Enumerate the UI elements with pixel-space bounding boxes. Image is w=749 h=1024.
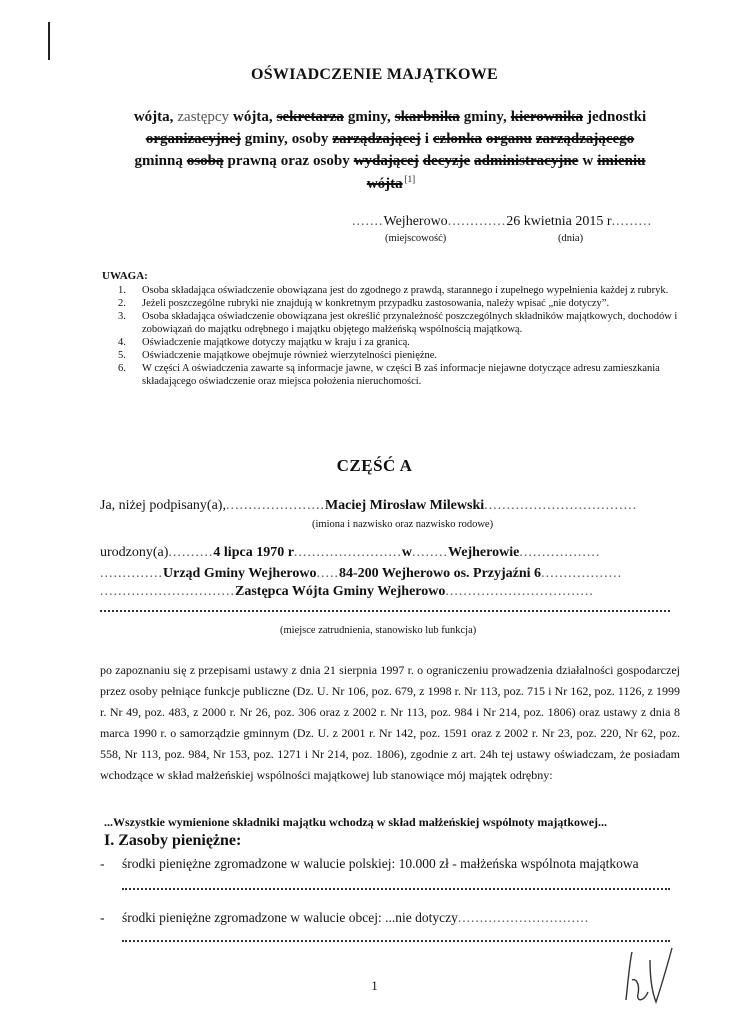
note-item bbox=[118, 310, 688, 336]
employer-name: Urząd Gminy Wejherowo bbox=[163, 566, 317, 581]
heading-word: prawną bbox=[227, 153, 277, 169]
heading-word: wójta bbox=[366, 176, 403, 192]
item-dash: - bbox=[100, 856, 105, 871]
position-value: Zastępca Wójta Gminy Wejherowo bbox=[235, 584, 446, 599]
heading-word: zastępcy bbox=[177, 109, 230, 125]
date-value: 26 kwietnia 2015 r bbox=[506, 214, 612, 229]
item-text: środki pieniężne zgromadzone w walucie obcej: ...nie dotyczy bbox=[122, 910, 458, 925]
note-number: 5. bbox=[118, 350, 126, 361]
signature-mark bbox=[620, 940, 680, 1010]
heading-word: osobą bbox=[186, 153, 224, 169]
part-a-title: CZĘŚĆ A bbox=[336, 456, 413, 475]
document-title: OŚWIADCZENIE MAJĄTKOWE bbox=[250, 66, 499, 83]
heading-word: wydającej bbox=[353, 153, 419, 169]
heading-word: wójta, bbox=[233, 109, 273, 125]
note-number: 1. bbox=[118, 285, 126, 296]
note-number: 4. bbox=[118, 337, 126, 348]
heading-word: w bbox=[582, 153, 594, 169]
heading-word: decyzje bbox=[422, 153, 471, 169]
date-line: .......Wejherowo.............26 kwietnia 2015 r......... bbox=[352, 214, 653, 229]
page-number: 1 bbox=[371, 978, 378, 993]
heading-word: gminną bbox=[134, 153, 183, 169]
note-number: 6. bbox=[118, 363, 126, 374]
heading-line-1 bbox=[110, 106, 670, 129]
heading-word: osoby bbox=[313, 153, 350, 169]
heading-word: gminy, bbox=[244, 131, 288, 147]
cash-item-foreign: - środki pieniężne zgromadzone w walucie obcej: ...nie dotyczy.............................. bbox=[100, 910, 590, 925]
note-number: 3. bbox=[118, 311, 126, 322]
footnote-marker: [1] bbox=[404, 174, 416, 184]
note-item bbox=[118, 349, 688, 362]
note-item bbox=[118, 297, 688, 310]
note-text: W części A oświadczenia zawarte są informacje jawne, w części B zaś informacje niejawne dotyczące adresu zamieszkania składającego oświadczenie oraz miejsca położenia nieruchomości. bbox=[142, 363, 660, 387]
employer-address: 84-200 Wejherowo os. Przyjaźni 6 bbox=[338, 566, 542, 581]
heading-word: członka bbox=[432, 131, 483, 147]
margin-mark bbox=[48, 22, 50, 60]
note-item bbox=[118, 284, 688, 297]
heading-line-4 bbox=[110, 168, 670, 196]
heading-word: zarządzającego bbox=[535, 131, 635, 147]
signer-line: Ja, niżej podpisany(a),......................Maciej Mirosław Milewski.................................. bbox=[100, 498, 638, 513]
employment-label: (miejsce zatrudnienia, stanowisko lub funkcja) bbox=[280, 625, 477, 636]
signer-name: Maciej Mirosław Milewski bbox=[324, 498, 485, 513]
in-word: w bbox=[401, 545, 413, 560]
heading-word: administracyjne bbox=[474, 153, 579, 169]
date-label: (dnia) bbox=[558, 233, 584, 244]
heading-word: zarządzającej bbox=[332, 131, 421, 147]
note-item bbox=[118, 362, 688, 388]
born-prefix: urodzony(a) bbox=[100, 545, 169, 560]
signer-prefix: Ja, niżej podpisany(a), bbox=[100, 498, 226, 513]
heading-word: oraz bbox=[280, 153, 310, 169]
blank-rule bbox=[122, 940, 670, 942]
note-number: 2. bbox=[118, 298, 126, 309]
declaration-paragraph: po zapoznaniu się z przepisami ustawy z dnia 21 sierpnia 1997 r. o ograniczeniu prowadzenia działalności gospodarczej przez osoby pełniące funkcje publiczne (Dz. U. Nr 106, poz. 679, z 1998 r. Nr 113, poz. 715 i Nr 162, poz. 1126, z 1999 r. Nr 49, poz. 483, z 2000 r. Nr 26, poz. 306 oraz z 2002 r. Nr 113, poz. 984 i Nr 214, poz. 1806) oraz ustawy z dnia 8 marca 1990 r. o samorządzie gminnym (Dz. U. z 2001 r. Nr 142, poz. 1591 oraz z 2002 r. Nr 23, poz. 220, Nr 62, poz. 558, Nr 113, poz. 984, Nr 153, poz. 1271 i Nr 214, poz. 1806), zgodnie z art. 24h tej ustawy oświadczam, że posiadam wchodzące w skład małżeńskiej wspólności majątkowej lub stanowiące mój majątek odrębny: bbox=[100, 663, 680, 782]
place-label: (miejscowość) bbox=[385, 233, 447, 244]
note-item bbox=[118, 336, 688, 349]
summary-note: ...Wszystkie wymienione składniki majątku wchodzą w skład małżeńskiej wspólnoty majątkowej... bbox=[104, 815, 608, 829]
birth-line: urodzony(a)..........4 lipca 1970 r........................w........Wejherowie.................. bbox=[100, 545, 601, 560]
heading-word: i bbox=[424, 131, 429, 147]
blank-rule bbox=[122, 888, 670, 890]
heading-word: organizacyjnej bbox=[145, 131, 241, 147]
section-l-title: I. Zasoby pieniężne: bbox=[104, 832, 242, 849]
heading-word: wójta, bbox=[133, 109, 174, 125]
note-text: Jeżeli poszczególne rubryki nie znajdują w konkretnym przypadku zastosowania, należy wpisać „nie dotyczy”. bbox=[142, 298, 610, 309]
employer-line: ..............Urząd Gminy Wejherowo.....84-200 Wejherowo os. Przyjaźni 6.................. bbox=[100, 566, 623, 581]
heading-word: imieniu bbox=[597, 153, 646, 169]
birth-date: 4 lipca 1970 r bbox=[213, 545, 294, 560]
place-value: Wejherowo bbox=[383, 214, 448, 229]
signer-name-label: (imiona i nazwisko oraz nazwisko rodowe) bbox=[312, 519, 494, 530]
heading-word: gminy, bbox=[463, 109, 507, 125]
note-title: UWAGA: bbox=[102, 270, 148, 282]
item-dash: - bbox=[100, 910, 105, 925]
heading-word: skarbnika bbox=[394, 109, 460, 125]
position-line: ..............................Zastępca Wójta Gminy Wejherowo................................. bbox=[100, 584, 594, 599]
heading-word: kierownika bbox=[510, 109, 583, 125]
cash-item-pln bbox=[100, 856, 639, 872]
birth-place: Wejherowie bbox=[448, 545, 520, 560]
heading-word: jednostki bbox=[586, 109, 647, 125]
heading-word: osoby bbox=[291, 131, 329, 147]
item-text: środki pieniężne zgromadzone w walucie polskiej: 10.000 zł - małżeńska wspólnota majątkowa bbox=[122, 856, 639, 871]
heading-word: gminy, bbox=[347, 109, 391, 125]
blank-rule bbox=[100, 610, 670, 612]
heading-line-2 bbox=[110, 128, 670, 151]
heading-word: sekretarza bbox=[276, 109, 344, 125]
note-text: Oświadczenie majątkowe dotyczy majątku w kraju i za granicą. bbox=[142, 337, 410, 348]
note-text: Osoba składająca oświadczenie obowiązana jest określić przynależność poszczególnych składników majątkowych, dochodów i zobowiązań do majątku odrębnego i majątku objętego małżeńską wspólnością majątkową. bbox=[142, 311, 678, 335]
note-text: Oświadczenie majątkowe obejmuje również wierzytelności pieniężne. bbox=[142, 350, 438, 361]
note-text: Osoba składająca oświadczenie obowiązana jest do zgodnego z prawdą, starannego i zupełnego wypełnienia każdej z rubryk. bbox=[142, 285, 669, 296]
note-list bbox=[118, 284, 688, 388]
heading-word: organu bbox=[486, 131, 532, 147]
